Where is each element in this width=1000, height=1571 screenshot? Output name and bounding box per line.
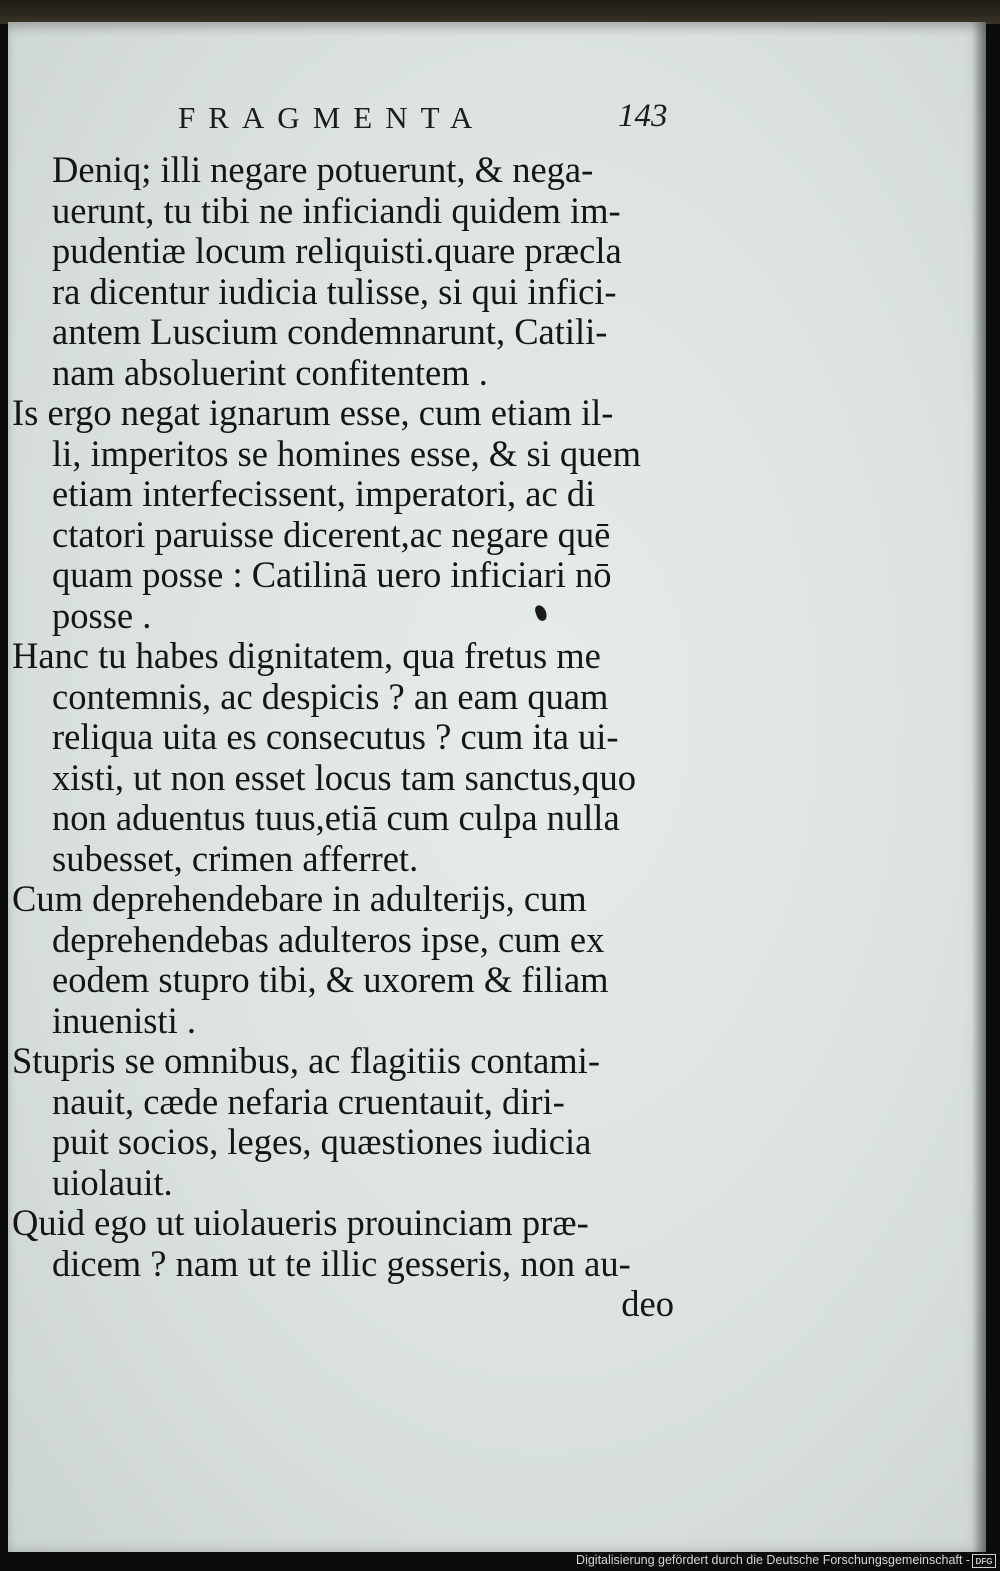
text-line: nam absoluerint confitentem . <box>52 351 488 393</box>
scan-top-edge <box>0 0 1000 24</box>
text-line: contemnis, ac despicis ? an eam quam <box>52 675 609 717</box>
text-line: Cum deprehendebare in adulterijs, cum <box>12 878 587 919</box>
text-line: dicem ? nam ut te illic gesseris, non au- <box>52 1242 631 1284</box>
text-line: Deniq; illi negare potuerunt, & nega- <box>52 149 594 190</box>
paragraph-6 <box>8 1203 688 1325</box>
text-line: ctatori paruisse dicerent,ac negare quē <box>52 513 611 555</box>
body-text <box>8 150 688 1325</box>
text-line: Stupris se omnibus, ac flagitiis contami- <box>12 1040 600 1081</box>
text-line: Quid ego ut uiolaueris prouinciam præ- <box>12 1202 589 1243</box>
running-head: FRAGMENTA <box>178 100 486 135</box>
paragraph-5 <box>8 1041 688 1203</box>
text-line: etiam interfecissent, imperatori, ac di <box>52 473 596 514</box>
text-line: subesset, crimen afferret. <box>52 837 419 879</box>
text-line: inuenisti . <box>52 999 196 1041</box>
text-line: non aduentus tuus,etiā cum culpa nulla <box>52 797 620 838</box>
dfg-logo: DFG <box>972 1554 996 1568</box>
page-gutter-shadow <box>972 22 986 1552</box>
catchword: deo <box>621 1283 674 1324</box>
text-line: uiolauit. <box>52 1161 173 1203</box>
paragraph-2 <box>8 393 688 636</box>
text-line: uerunt, tu tibi ne inficiandi quidem im- <box>52 189 621 231</box>
paragraph-3 <box>8 636 688 879</box>
paragraph-4 <box>8 879 688 1041</box>
text-line: puit socios, leges, quæstiones iudicia <box>52 1121 592 1162</box>
text-line: posse . <box>52 594 152 636</box>
text-line: deprehendebas adulteros ipse, cum ex <box>52 918 605 960</box>
text-line: nauit, cæde nefaria cruentauit, diri- <box>52 1080 565 1122</box>
funding-credit: Digitalisierung gefördert durch die Deutsche Forschungsgemeinschaft - <box>576 1553 970 1567</box>
text-line: eodem stupro tibi, & uxorem & filiam <box>52 959 609 1000</box>
text-line: li, imperitos se homines esse, & si quem <box>52 432 642 474</box>
digitization-footer <box>0 1552 1000 1571</box>
text-line: quam posse : Catilinā uero inficiari nō <box>52 554 612 595</box>
text-line: Hanc tu habes dignitatem, qua fretus me <box>12 635 601 676</box>
text-line: Is ergo negat ignarum esse, cum etiam il- <box>12 392 614 433</box>
text-line: pudentiæ locum reliquisti.quare præcla <box>52 230 622 271</box>
text-line: ra dicentur iudicia tulisse, si qui infici- <box>52 270 617 312</box>
page-number: 143 <box>618 98 668 134</box>
book-page <box>8 22 986 1552</box>
paragraph-1 <box>8 150 688 393</box>
text-line: antem Luscium condemnarunt, Catili- <box>52 311 608 352</box>
text-line: xisti, ut non esset locus tam sanctus,quo <box>52 756 636 798</box>
text-line: reliqua uita es consecutus ? cum ita ui- <box>52 716 619 757</box>
